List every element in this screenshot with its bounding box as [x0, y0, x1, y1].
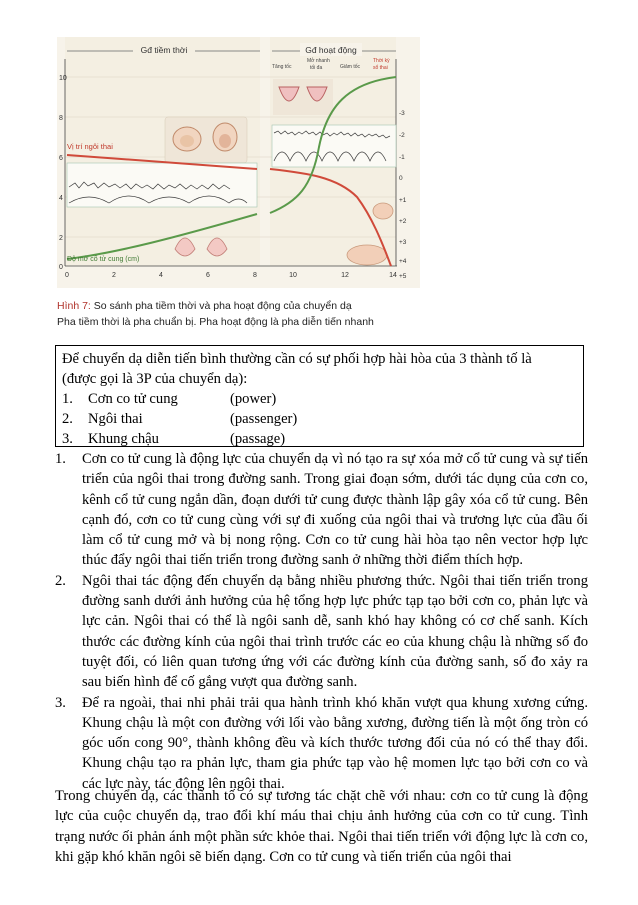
box-item-name: Ngôi thai [88, 411, 143, 427]
phase-decel: Giảm tốc [340, 64, 361, 70]
list-item-num: 1. [55, 451, 66, 467]
x-tick-0: 0 [65, 272, 69, 279]
y-tick-6: 6 [59, 155, 63, 162]
station-m2: -2 [399, 132, 405, 139]
station-0: 0 [399, 175, 403, 182]
x-tick-2: 2 [112, 272, 116, 279]
ctg-strip-left [67, 163, 257, 207]
phase-max-1: Mở nhanh [307, 58, 330, 64]
y-tick-10: 10 [59, 75, 67, 82]
station-m1: -1 [399, 154, 405, 161]
phase-second-1: Thời kỳ [373, 58, 390, 64]
box-item-name: Cơn co tử cung [88, 391, 178, 407]
list-item-num: 3. [55, 694, 66, 711]
y-tick-8: 8 [59, 115, 63, 122]
list-item-text: Để ra ngoài, thai nhi phải trải qua hành trình khó khăn vượt qua khung xương cứng. Khung chậu là một con đường với lối vào bằng xương, đường tiến là một ống tròn có góc uốn cong 90°, thành không đều và kích thước tương đối của nó có thể thay đổi. Khung chậu tạo ra phản lực, tham gia phức tạp vào hệ momen lực tạo bởi cơn co và các lực này, tác động lên ngôi thai. [82, 694, 588, 792]
box-item-en: (power) [230, 391, 277, 407]
y-tick-2: 2 [59, 235, 63, 242]
figure-svg [57, 37, 420, 288]
x-tick-6: 6 [206, 272, 210, 279]
list-item [55, 693, 588, 794]
x-tick-4: 4 [159, 272, 163, 279]
phase-second-2: sổ thai [373, 65, 388, 71]
station-p3: +3 [399, 239, 407, 246]
box-item-num: 3. [62, 431, 73, 447]
box-item-name: Khung chậu [88, 431, 159, 447]
phase-accel: Tăng tốc [272, 64, 292, 70]
caption-line-1: So sánh pha tiềm thời và pha hoạt động của chuyển dạ [90, 300, 352, 312]
list-item [55, 449, 588, 571]
box-item [62, 389, 577, 409]
list-item-num: 2. [55, 572, 66, 589]
station-p2: +2 [399, 218, 407, 225]
list-item [55, 571, 588, 693]
box-item-num: 2. [62, 411, 73, 427]
three-p-box [55, 345, 584, 447]
box-intro-line-2: (được gọi là 3P của chuyển dạ): [62, 371, 248, 387]
station-p4: +4 [399, 258, 407, 265]
right-panel-title: Gđ hoạt động [305, 45, 357, 55]
caption-line-2: Pha tiềm thời là pha chuẩn bị. Pha hoạt động là pha diễn tiến nhanh [57, 316, 374, 328]
y-tick-4: 4 [59, 195, 63, 202]
list-item-text: Ngôi thai tác động đến chuyển dạ bằng nhiều phương thức. Ngôi thai tiến triển trong đường sanh dưới ảnh hưởng của hệ tổng hợp lực phức tạp tạo bởi cơn co, phản lực và lực cản. Ngôi thai có thể là ngôi sanh dễ, sanh khó hay không có cơ chế sanh. Kích thước các đường kính của ngôi thai trình trước các eo của khung chậu là những số đo tuyệt đối, có liên quan tương ứng với các đường kính của đường sanh, số đo xảy ra sau biến hình để cố gắng vượt qua đường sanh. [82, 572, 588, 691]
box-item-num: 1. [62, 391, 73, 407]
phase-max-2: tối đa [310, 65, 323, 71]
station-p1: +1 [399, 197, 407, 204]
figure-caption [57, 298, 374, 330]
list-item-text: Cơn co tử cung là động lực của chuyển dạ vì nó tạo ra sự xóa mở cổ tử cung và sự tiến triển của ngôi thai trong đường sanh. Trong giai đoạn sớm, dưới tác dụng của cơn co, kênh cổ tử cung ngắn dần, đoạn dưới tử cung được thành lập gây xóa cổ tử cung. Bên cạnh đó, cơn co tử cung cùng với sự đi xuống của ngôi thai và trương lực của đầu ối làm cổ tử cung mở và bị nong rộng. Cơn co tử cung hài hòa tạo nên vector hợp lực thúc đẩy ngôi thai tiến triển trong đường sanh ở những thời điểm thích hợp. [82, 451, 588, 569]
body-paragraph: Trong chuyển dạ, các thành tố có sự tương tác chặt chẽ với nhau: cơn co tử cung là động lực của cuộc chuyển dạ, trao đổi khí máu thai chịu ảnh hưởng của cơn co tử cung. Tình trạng nước ối phản ánh một phần sức khỏe thai. Ngôi thai tiến triển với động lực là cơn co, khi gặp khó khăn ngôi sẽ biến dạng. Cơn co tử cung và tiến triển của ngôi thai [55, 788, 588, 865]
pelvis-illustration-left [165, 117, 247, 163]
caption-label: Hình 7: [57, 300, 91, 312]
dilation-label: Độ mở cổ tử cung (cm) [67, 256, 140, 263]
labor-phase-figure [57, 37, 420, 288]
box-item [62, 429, 577, 449]
y-tick-0: 0 [59, 264, 63, 271]
ctg-strip-right [272, 125, 396, 167]
left-panel-title: Gđ tiềm thời [140, 45, 188, 55]
box-item-en: (passage) [230, 431, 286, 447]
box-item-en: (passenger) [230, 411, 298, 427]
station-m3: -3 [399, 110, 405, 117]
station-label: Vị trí ngôi thai [67, 142, 113, 151]
x-tick-8: 8 [253, 272, 257, 279]
x-tick-10: 10 [289, 272, 297, 279]
box-item [62, 409, 577, 429]
x-tick-12: 12 [341, 272, 349, 279]
numbered-list [55, 449, 588, 794]
station-p5: +5 [399, 273, 407, 280]
x-tick-14: 14 [389, 272, 397, 279]
box-intro-line-1: Để chuyển dạ diễn tiến bình thường cần có sự phối hợp hài hòa của 3 thành tố là [62, 351, 532, 367]
